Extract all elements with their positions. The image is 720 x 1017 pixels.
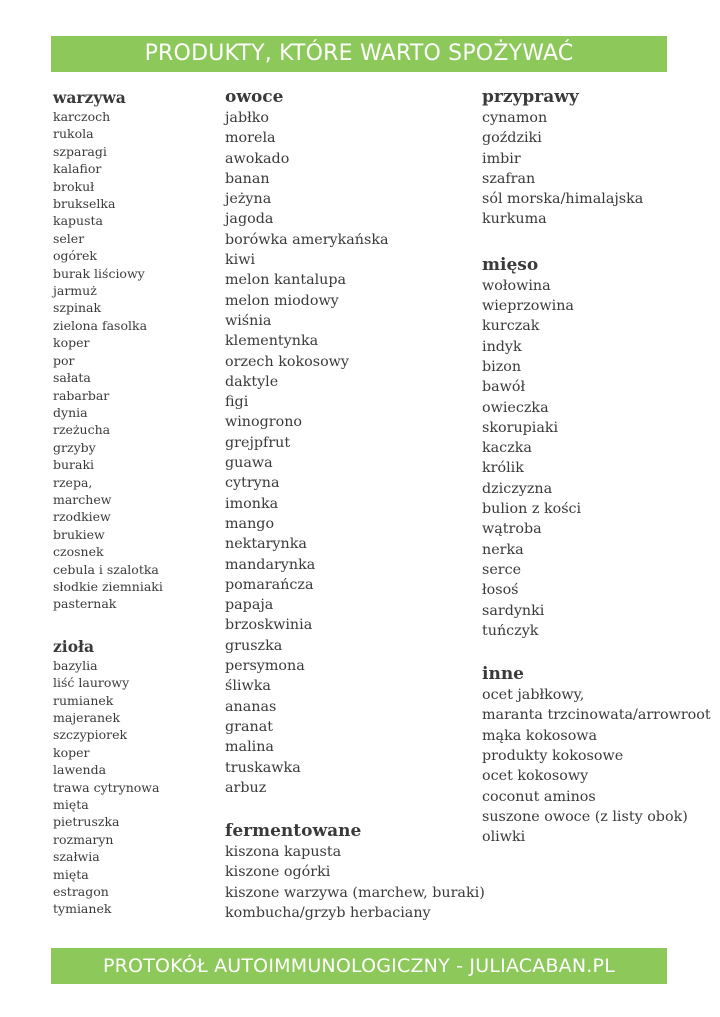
list-item: truskawka	[225, 759, 301, 776]
list-item: wątroba	[482, 521, 542, 538]
list-item: pomarańcza	[225, 576, 314, 593]
list-item: morela	[225, 130, 276, 147]
section-title-owoce: owoce	[225, 87, 284, 107]
list-item: grzyby	[53, 439, 96, 455]
list-item: orzech kokosowy	[225, 353, 349, 370]
list-item: dynia	[53, 404, 88, 420]
list-item: pietruszka	[53, 814, 120, 830]
list-item: maranta trzcinowata/arrowroot	[482, 707, 711, 724]
list-item: malina	[225, 739, 274, 756]
list-item: szałwia	[53, 849, 100, 865]
list-item: skorupiaki	[482, 419, 559, 436]
list-item: ogórek	[53, 248, 98, 264]
list-item: oliwki	[482, 829, 526, 846]
list-item: bizon	[482, 358, 522, 375]
list-item: owieczka	[482, 399, 549, 416]
list-item: melon kantalupa	[225, 272, 347, 289]
list-item: koper	[53, 744, 90, 760]
list-item: mandarynka	[225, 556, 316, 573]
list-item: mięta	[53, 866, 89, 882]
list-item: suszone owoce (z listy obok)	[482, 808, 688, 825]
section-title-przyprawy: przyprawy	[482, 87, 579, 107]
list-item: lawenda	[53, 762, 107, 778]
list-item: brukselka	[53, 196, 116, 212]
list-item: bulion z kości	[482, 501, 582, 518]
list-item: guawa	[225, 455, 273, 472]
list-item: kurczak	[482, 318, 540, 335]
list-item: imbir	[482, 150, 521, 167]
list-item: śliwka	[225, 678, 271, 695]
list-item: rukola	[53, 126, 94, 142]
list-item: ocet jabłkowy,	[482, 687, 585, 704]
list-item: rzeżucha	[53, 422, 111, 438]
list-item: indyk	[482, 338, 522, 355]
page-title: PRODUKTY, KTÓRE WARTO SPOŻYWAĆ	[144, 41, 574, 66]
list-item: rzodkiew	[53, 509, 111, 525]
list-item: wołowina	[482, 277, 551, 294]
list-item: melon miodowy	[225, 292, 339, 309]
section-inne	[482, 663, 718, 847]
column-middle	[225, 86, 485, 923]
list-item: kaczka	[482, 440, 532, 457]
header-banner	[51, 36, 667, 72]
list-item: nektarynka	[225, 536, 307, 553]
section-title-fermentowane: fermentowane	[225, 821, 362, 842]
section-warzywa	[53, 88, 223, 613]
list-item: figi	[225, 394, 249, 411]
list-item: cebula i szalotka	[53, 561, 159, 577]
list-item: bazylia	[53, 657, 98, 673]
list-item: karczoch	[53, 109, 111, 124]
list-item: tuńczyk	[482, 622, 539, 639]
section-przyprawy	[482, 86, 718, 230]
list-item: rzepa,	[53, 474, 93, 490]
list-item: borówka amerykańska	[225, 231, 389, 248]
list-item: rozmaryn	[53, 831, 114, 847]
list-item: szparagi	[53, 143, 107, 159]
list-przyprawy	[482, 108, 718, 230]
list-item: wiśnia	[225, 312, 272, 329]
list-item: czosnek	[53, 544, 104, 560]
footer-text: PROTOKÓŁ AUTOIMMUNOLOGICZNY - JULIACABAN.PL	[103, 955, 615, 977]
list-item: łosoś	[482, 582, 519, 599]
list-item: estragon	[53, 884, 109, 900]
list-item: rabarbar	[53, 387, 110, 403]
list-mieso	[482, 276, 718, 641]
list-item: kiwi	[225, 252, 256, 269]
list-item: kiszone ogórki	[225, 864, 331, 881]
list-item: seler	[53, 230, 85, 246]
list-inne	[482, 685, 718, 847]
section-owoce	[225, 86, 480, 798]
list-item: persymona	[225, 658, 305, 675]
list-item: coconut aminos	[482, 788, 596, 805]
list-item: burak liściowy	[53, 265, 145, 281]
column-left	[53, 88, 223, 918]
list-item: pasternak	[53, 596, 117, 612]
list-item: mąka kokosowa	[482, 727, 598, 744]
list-item: buraki	[53, 457, 95, 473]
list-item: daktyle	[225, 373, 279, 390]
list-item: mięta	[53, 797, 89, 813]
list-item: słodkie ziemniaki	[53, 578, 163, 594]
column-right	[482, 86, 718, 848]
list-item: banan	[225, 170, 270, 187]
list-item: cytryna	[225, 475, 280, 492]
list-item: rumianek	[53, 692, 114, 708]
list-item: nerka	[482, 541, 524, 558]
list-item: sardynki	[482, 602, 545, 619]
list-ziola	[53, 657, 223, 918]
list-item: mango	[225, 515, 275, 532]
list-item: sałata	[53, 370, 91, 386]
list-item: zielona fasolka	[53, 317, 148, 333]
list-item: majeranek	[53, 710, 121, 725]
list-item: dziczyzna	[482, 480, 553, 497]
list-item: awokado	[225, 150, 290, 167]
list-item: imonka	[225, 495, 279, 512]
list-item: jarmuż	[53, 283, 97, 299]
list-item: winogrono	[225, 414, 303, 431]
list-item: kiszona kapusta	[225, 844, 342, 861]
list-item: jagoda	[225, 211, 274, 228]
list-item: kapusta	[53, 213, 103, 229]
footer-banner	[51, 948, 667, 984]
list-item: koper	[53, 335, 90, 351]
list-item: kalafior	[53, 161, 102, 177]
list-item: ananas	[225, 698, 277, 715]
list-item: klementynka	[225, 333, 319, 350]
list-item: królik	[482, 460, 524, 477]
list-item: cynamon	[482, 110, 548, 126]
section-title-warzywa: warzywa	[53, 88, 126, 107]
section-title-ziola: zioła	[53, 636, 95, 656]
list-item: jeżyna	[225, 191, 272, 208]
section-mieso	[482, 254, 718, 641]
list-item: szafran	[482, 170, 536, 187]
list-warzywa	[53, 108, 223, 613]
list-item: arbuz	[225, 779, 267, 796]
list-owoce	[225, 108, 480, 798]
list-item: gruszka	[225, 637, 283, 654]
section-ziola	[53, 637, 223, 918]
list-item: produkty kokosowe	[482, 748, 624, 765]
list-item: tymianek	[53, 901, 112, 917]
section-fermentowane	[225, 820, 485, 923]
section-title-inne: inne	[482, 664, 524, 685]
list-item: szpinak	[53, 300, 102, 316]
list-item: szczypiorek	[53, 727, 128, 743]
list-item: kurkuma	[482, 211, 547, 228]
list-item: liść laurowy	[53, 675, 130, 691]
list-item: papaja	[225, 597, 274, 614]
list-item: brokuł	[53, 178, 95, 194]
list-item: granat	[225, 718, 273, 735]
list-item: ocet kokosowy	[482, 768, 589, 785]
list-item: trawa cytrynowa	[53, 779, 160, 795]
list-item: marchew	[53, 491, 112, 507]
list-item: kiszone warzywa (marchew, buraki)	[225, 884, 485, 901]
list-item: brzoskwinia	[225, 617, 313, 634]
list-item: kombucha/grzyb herbaciany	[225, 904, 431, 921]
list-item: por	[53, 352, 75, 368]
list-item: serce	[482, 561, 522, 578]
list-item: brukiew	[53, 526, 105, 542]
list-item: wieprzowina	[482, 298, 574, 315]
list-item: grejpfrut	[225, 434, 291, 451]
list-item: bawół	[482, 379, 526, 396]
list-item: sól morska/himalajska	[482, 191, 644, 208]
section-title-mieso: mięso	[482, 254, 539, 275]
list-item: goździki	[482, 130, 542, 147]
list-fermentowane	[225, 842, 485, 923]
list-item: jabłko	[225, 110, 270, 126]
